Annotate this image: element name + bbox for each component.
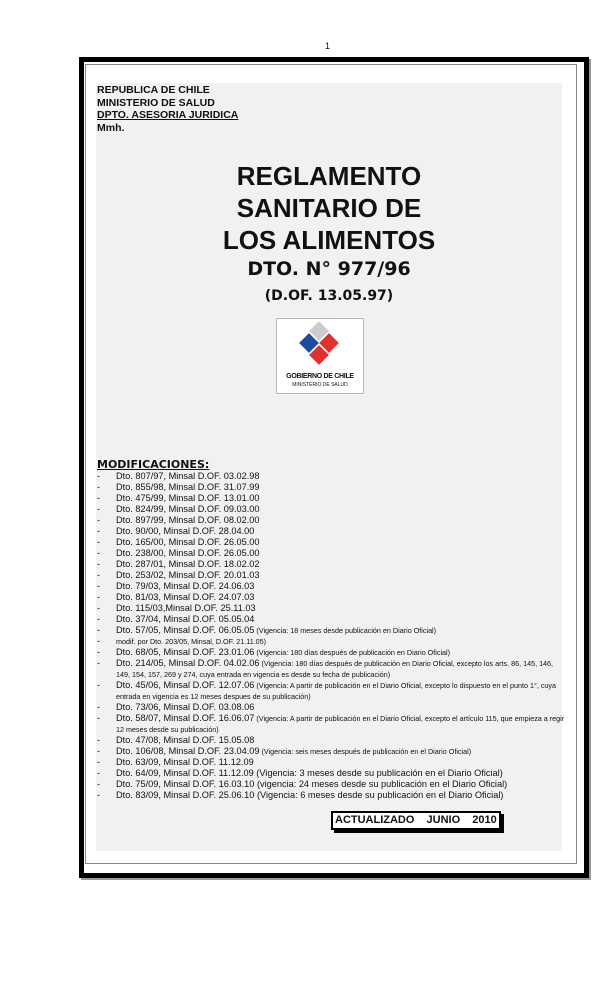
logo-emblem-icon (295, 322, 345, 372)
list-dash: - (97, 603, 101, 613)
modifications-section (97, 458, 565, 801)
title-line: SANITARIO DE (236, 193, 422, 223)
modification-note: (Vigencia: A partir de publicación en el Diario Oficial, excepto lo dispuesto en el punto 1°, cuya entrada en vigencia es 12 meses despues de su publicación) (116, 681, 557, 701)
list-dash: - (97, 471, 101, 481)
modification-decree: Dto. 106/08, Minsal D.OF. 23.04.09 (116, 746, 260, 756)
modification-item (97, 636, 565, 647)
modification-decree: Dto. 897/99, Minsal D.OF. 08.02.00 (116, 515, 260, 525)
list-dash: - (97, 581, 101, 591)
modification-decree: Dto. 238/00, Minsal D.OF. 26.05.00 (116, 548, 260, 558)
list-dash: - (97, 504, 101, 514)
modification-decree: Dto. 83/09, Minsal D.OF. 25.06.10 (Vigencia: 6 meses desde su publicación en el Diario Oficial) (116, 790, 504, 800)
modification-item (97, 581, 565, 592)
list-dash: - (97, 757, 101, 767)
modification-item (97, 647, 565, 658)
modification-decree: Dto. 287/01, Minsal D.OF. 18.02.02 (116, 559, 260, 569)
list-dash: - (97, 702, 101, 712)
modification-decree: Dto. 37/04, Minsal D.OF. 05.05.04 (116, 614, 255, 624)
modification-decree: Dto. 63/09, Minsal D.OF. 11.12.09 (116, 757, 254, 767)
modification-item (97, 614, 565, 625)
modification-item (97, 570, 565, 581)
modification-decree: Dto. 855/98, Minsal D.OF. 31.07.99 (116, 482, 260, 492)
modification-item (97, 559, 565, 570)
list-dash: - (97, 559, 101, 569)
modification-item (97, 625, 565, 636)
modification-item (97, 537, 565, 548)
header-ministry: MINISTERIO DE SALUD (97, 96, 215, 109)
list-dash: - (97, 680, 101, 690)
list-dash: - (97, 526, 101, 536)
page-number: 1 (325, 41, 331, 51)
institution-header (97, 84, 238, 134)
publication-date: (D.OF. 13.05.97) (264, 288, 394, 304)
list-dash: - (97, 548, 101, 558)
logo-text: GOBIERNO DE CHILE (286, 373, 354, 380)
modification-decree: Dto. 90/00, Minsal D.OF. 28.04.00 (116, 526, 255, 536)
list-dash: - (97, 515, 101, 525)
modification-decree: Dto. 79/03, Minsal D.OF. 24.06.03 (116, 581, 255, 591)
list-dash: - (97, 779, 101, 789)
modification-item (97, 757, 565, 768)
list-dash: - (97, 570, 101, 580)
modification-decree: Dto. 214/05, Minsal D.OF. 04.02.06 (116, 658, 260, 668)
modification-decree: Dto. 475/99, Minsal D.OF. 13.01.00 (116, 493, 260, 503)
list-dash: - (97, 790, 101, 800)
modification-item (97, 548, 565, 559)
list-dash: - (97, 636, 101, 646)
modification-item (97, 592, 565, 603)
modification-item (97, 779, 565, 790)
modification-note: (Vigencia: 180 días después de publicación en Diario Oficial) (254, 648, 451, 657)
government-logo (276, 318, 364, 394)
modification-item (97, 515, 565, 526)
list-dash: - (97, 735, 101, 745)
list-dash: - (97, 592, 101, 602)
updated-label: ACTUALIZADO JUNIO 2010 (331, 811, 501, 830)
modification-note: (Vigencia: 18 meses desde publicación en Diario Oficial) (254, 626, 437, 635)
modification-item (97, 526, 565, 537)
modification-decree: Dto. 73/06, Minsal D.OF. 03.08.06 (116, 702, 255, 712)
list-dash: - (97, 625, 101, 635)
list-dash: - (97, 482, 101, 492)
modification-decree: Dto. 165/00, Minsal D.OF. 26.05.00 (116, 537, 260, 547)
list-dash: - (97, 746, 101, 756)
modification-decree: Dto. 807/97, Minsal D.OF. 03.02.98 (116, 471, 260, 481)
logo-subtext: MINISTERIO DE SALUD (292, 382, 348, 388)
list-dash: - (97, 537, 101, 547)
modification-item (97, 680, 565, 702)
modification-note: (Vigencia: A partir de publicación en el Diario Oficial, excepto el artículo 115, que empieza a regir 12 meses desde su publicación) (116, 714, 565, 734)
modification-note: (Vigencia: seis meses después de publicación en el Diario Oficial) (259, 747, 472, 756)
modification-decree: Dto. 253/02, Minsal D.OF. 20.01.03 (116, 570, 260, 580)
list-dash: - (97, 768, 101, 778)
list-dash: - (97, 647, 101, 657)
modifications-list (97, 471, 565, 801)
modification-decree: Dto. 64/09, Minsal D.OF. 11.12.09 (Vigencia: 3 meses desde su publicación en el Diario Oficial) (116, 768, 503, 778)
modification-decree: Dto. 824/99, Minsal D.OF. 09.03.00 (116, 504, 260, 514)
modification-item (97, 471, 565, 482)
modification-item (97, 735, 565, 746)
modification-item (97, 768, 565, 779)
list-dash: - (97, 614, 101, 624)
modifications-heading: MODIFICACIONES: (97, 458, 210, 471)
modification-item (97, 658, 565, 680)
modification-decree: Dto. 115/03,Minsal D.OF. 25.11.03 (116, 603, 256, 613)
decree-number: DTO. N° 977/96 (247, 258, 411, 280)
header-department: DPTO. ASESORIA JURIDICA (97, 109, 239, 121)
modification-note: (Vigencia: 180 días después de publicación en Diario Oficial, excepto los arts. 86, 145, 146, 149, 154, 157, 269 y 274, cuya entrada en vigencia es desde su fecha de publicación) (116, 659, 554, 679)
title-line: REGLAMENTO (236, 161, 422, 191)
modification-item (97, 482, 565, 493)
modification-note: modif. por Dto. 203/05, Minsal, D.OF. 21.11.05) (116, 637, 267, 646)
header-initials: Mmh. (97, 121, 125, 134)
title-line: LOS ALIMENTOS (222, 225, 436, 255)
header-country: REPUBLICA DE CHILE (97, 84, 210, 96)
document-title (96, 160, 562, 256)
modification-item (97, 713, 565, 735)
modification-item (97, 603, 565, 614)
modification-decree: Dto. 58/07, Minsal D.OF. 16.06.07 (116, 713, 255, 723)
modification-decree: Dto. 75/09, Minsal D.OF. 16.03.10 (vigencia: 24 meses desde su publicación en el Diario Oficial) (116, 779, 508, 789)
list-dash: - (97, 493, 101, 503)
modification-decree: Dto. 47/08, Minsal D.OF. 15.05.08 (116, 735, 255, 745)
modification-decree: Dto. 45/06, Minsal D.OF. 12.07.06 (116, 680, 255, 690)
list-dash: - (97, 713, 101, 723)
modification-item (97, 746, 565, 757)
modification-decree: Dto. 81/03, Minsal D.OF. 24.07.03 (116, 592, 255, 602)
modification-item (97, 702, 565, 713)
modification-item (97, 493, 565, 504)
list-dash: - (97, 658, 101, 668)
modification-item (97, 790, 565, 801)
modification-decree: Dto. 57/05, Minsal D.OF. 06.05.05 (116, 625, 255, 635)
modification-item (97, 504, 565, 515)
modification-decree: Dto. 68/05, Minsal D.OF. 23.01.06 (116, 647, 255, 657)
